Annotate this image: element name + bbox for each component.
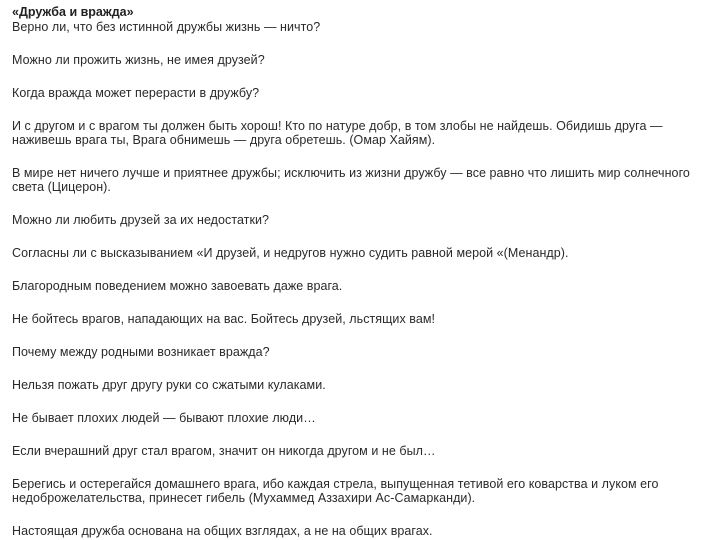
paragraph-7: Согласны ли с высказыванием «И друзей, и недругов нужно судить равной мерой «(Менандр). xyxy=(12,246,569,260)
paragraph-6: Можно ли любить друзей за их недостатки? xyxy=(12,213,270,227)
paragraph-8: Благородным поведением можно завоевать даже врага. xyxy=(12,279,343,293)
paragraph-12: Не бывает плохих людей — бывают плохие люди… xyxy=(12,411,316,425)
paragraph-4: И с другом и с врагом ты должен быть хорош! Кто по натуре добр, в том злобы не найдешь. Обидишь друга — наживешь врага ты, Врага обнимешь — друга обретешь. (Омар Хайям). xyxy=(12,119,663,147)
paragraph-9: Не бойтесь врагов, нападающих на вас. Бойтесь друзей, льстящих вам! xyxy=(12,312,435,326)
paragraph-11: Нельзя пожать друг другу руки со сжатыми кулаками. xyxy=(12,378,326,392)
paragraph-2: Можно ли прожить жизнь, не имея друзей? xyxy=(12,53,265,67)
paragraph-14: Берегись и остерегайся домашнего врага, ибо каждая стрела, выпущенная тетивой его коварства и луком его недоброжелательства, принесет гибель (Мухаммед Аззахири Ас-Самарканди). xyxy=(12,477,659,505)
paragraph-15: Настоящая дружба основана на общих взглядах, а не на общих врагах. xyxy=(12,524,433,538)
paragraph-3: Когда вражда может перерасти в дружбу? xyxy=(12,86,260,100)
paragraph-10: Почему между родными возникает вражда? xyxy=(12,345,270,359)
paragraph-5: В мире нет ничего лучше и приятнее дружбы; исключить из жизни дружбу — все равно что лишить мир солнечного света (Цицерон). xyxy=(12,166,690,194)
paragraph-1: Верно ли, что без истинной дружбы жизнь — ничто? xyxy=(12,20,321,34)
document-title: «Дружба и вражда» xyxy=(12,5,134,19)
paragraph-13: Если вчерашний друг стал врагом, значит он никогда другом и не был… xyxy=(12,444,436,458)
